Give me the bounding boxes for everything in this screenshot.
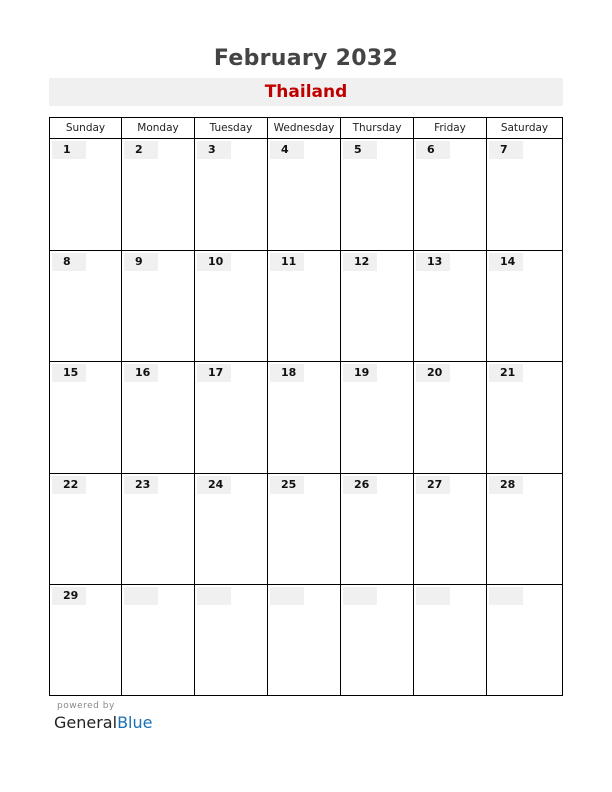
- calendar-grid: [49, 117, 563, 696]
- day-number: 3: [197, 141, 231, 159]
- day-cell: [268, 362, 341, 473]
- day-cell: [122, 474, 195, 584]
- day-number-empty: [489, 587, 523, 605]
- brand-general: General: [54, 713, 118, 732]
- day-number: 4: [270, 141, 304, 159]
- week-row: [50, 251, 562, 362]
- week-row: [50, 474, 562, 585]
- weekday-header: Tuesday: [195, 118, 268, 138]
- day-number: 14: [489, 253, 523, 271]
- day-cell: [414, 251, 487, 361]
- day-cell: [122, 362, 195, 473]
- day-cell: [341, 251, 414, 361]
- day-number: 22: [52, 476, 86, 494]
- day-number: 29: [52, 587, 86, 605]
- day-cell: [195, 251, 268, 361]
- page-title: February 2032: [213, 46, 399, 71]
- day-cell: [195, 585, 268, 695]
- day-number: 25: [270, 476, 304, 494]
- day-cell: [487, 139, 562, 250]
- day-cell: [341, 362, 414, 473]
- day-number-empty: [343, 587, 377, 605]
- day-number-empty: [124, 587, 158, 605]
- day-number: 28: [489, 476, 523, 494]
- day-number: 8: [52, 253, 86, 271]
- weekday-header: Wednesday: [268, 118, 341, 138]
- day-number: 7: [489, 141, 523, 159]
- day-cell: [341, 585, 414, 695]
- day-cell: [122, 585, 195, 695]
- day-cell: [268, 251, 341, 361]
- day-number: 5: [343, 141, 377, 159]
- day-cell: [414, 585, 487, 695]
- week-row: [50, 585, 562, 695]
- day-number: 6: [416, 141, 450, 159]
- day-number-empty: [270, 587, 304, 605]
- day-cell: [195, 139, 268, 250]
- day-number: 1: [52, 141, 86, 159]
- country-name: Thailand: [264, 82, 348, 102]
- day-number: 2: [124, 141, 158, 159]
- day-number: 9: [124, 253, 158, 271]
- day-cell: [122, 251, 195, 361]
- day-number-empty: [416, 587, 450, 605]
- day-number: 10: [197, 253, 231, 271]
- day-number: 11: [270, 253, 304, 271]
- day-cell: [50, 251, 122, 361]
- country-band: [49, 78, 563, 106]
- day-cell: [195, 362, 268, 473]
- day-cell: [50, 362, 122, 473]
- day-cell: [487, 251, 562, 361]
- day-cell: [487, 585, 562, 695]
- day-number: 20: [416, 364, 450, 382]
- day-cell: [414, 139, 487, 250]
- day-cell: [122, 139, 195, 250]
- brand-logo: [54, 713, 152, 732]
- day-cell: [195, 474, 268, 584]
- weekday-header: Saturday: [500, 122, 549, 134]
- day-number: 19: [343, 364, 377, 382]
- powered-by-text: powered by: [57, 701, 115, 711]
- weekday-header: Thursday: [341, 118, 414, 138]
- day-cell: [50, 585, 122, 695]
- day-number: 26: [343, 476, 377, 494]
- weekday-header: Monday: [122, 118, 195, 138]
- day-cell: [341, 474, 414, 584]
- week-row: [50, 139, 562, 251]
- day-number: 15: [52, 364, 86, 382]
- day-cell: [487, 362, 562, 473]
- day-cell: [268, 585, 341, 695]
- day-cell: [414, 362, 487, 473]
- day-cell: [414, 474, 487, 584]
- day-number: 12: [343, 253, 377, 271]
- day-cell: [341, 139, 414, 250]
- day-number: 21: [489, 364, 523, 382]
- day-number: 18: [270, 364, 304, 382]
- day-number: 27: [416, 476, 450, 494]
- day-number: 23: [124, 476, 158, 494]
- day-cell: [268, 139, 341, 250]
- day-number: 16: [124, 364, 158, 382]
- day-cell: [487, 474, 562, 584]
- weekday-header-row: [50, 118, 562, 139]
- weekday-header: Friday: [414, 118, 487, 138]
- week-row: [50, 362, 562, 474]
- day-number: 13: [416, 253, 450, 271]
- day-number: 24: [197, 476, 231, 494]
- day-cell: [268, 474, 341, 584]
- weekday-header: Sunday: [50, 118, 122, 138]
- day-number-empty: [197, 587, 231, 605]
- day-cell: [50, 139, 122, 250]
- brand-blue: Blue: [117, 713, 153, 732]
- day-cell: [50, 474, 122, 584]
- day-number: 17: [197, 364, 231, 382]
